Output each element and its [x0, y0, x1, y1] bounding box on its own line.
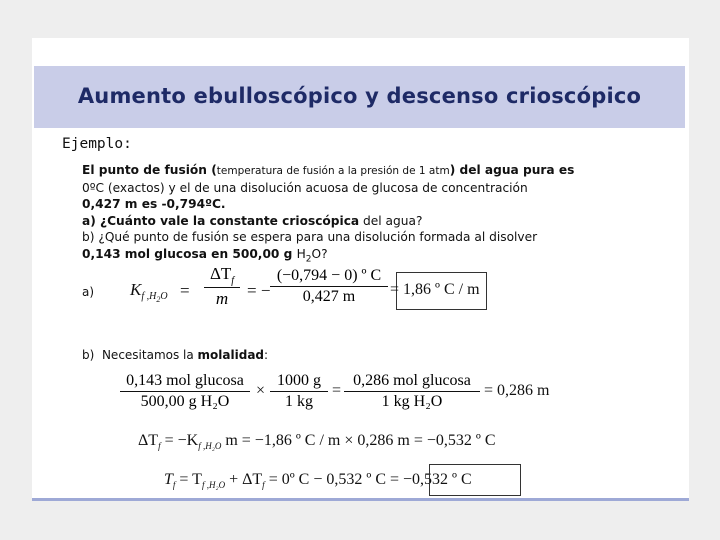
fraction-molality: 0,286 mol glucosa 1 kg H₂O	[344, 372, 480, 411]
kf-symbol: $K_{f ,H_2O}$	[130, 280, 168, 305]
result-box-b	[429, 464, 521, 496]
problem-line-3: 0,427 m es -0,794ºC.	[82, 197, 226, 211]
slide	[32, 38, 689, 501]
problem-line-2: 0ºC (exactos) y el de una disolución acuosa de glucosa de concentración	[82, 180, 528, 195]
part-b-intro: b) Necesitamos la molalidad:	[82, 348, 269, 362]
title-bar	[34, 66, 685, 128]
times-sign: ×	[256, 382, 266, 399]
molality-result: = 0,286 m	[484, 382, 550, 399]
problem-line-5: b) ¿Qué punto de fusión se espera para una disolución formada al disolver	[82, 230, 538, 244]
deltaT-calculation: $\Delta T_f = -K_{f ,H_2O}$ m = −1,86 º C / m × 0,286 m = −0,532 º C	[138, 432, 496, 452]
equals-minus: = −	[247, 281, 271, 300]
fraction-values: (−0,794 − 0) º C 0,427 m	[270, 267, 388, 306]
equals-sign-b: =	[332, 382, 342, 399]
slide-title: Aumento ebulloscópico y descenso crioscópico	[77, 84, 642, 108]
fraction-conversion: 1000 g 1 kg	[270, 372, 328, 411]
freezing-point-calculation: $T_f = T_{f ,H_2O} + \Delta T_f$ = 0º C − 0,532 º C = −0,532 º C	[164, 471, 472, 491]
kf-result: = 1,86 º C / m	[390, 281, 480, 298]
final-result: −0,532 º C	[403, 471, 472, 488]
part-a-label: a)	[82, 285, 95, 299]
example-label: Ejemplo:	[62, 136, 132, 152]
problem-statement: El punto de fusión (temperatura de fusión a la presión de 1 atm) del agua pura es 0ºC (exactos) y el de una disolución acuosa de glucosa de concentración 0,427 m es -0,794ºC. a) ¿Cuánto vale la constante crioscópica del agua? b) ¿Qué punto de fusión se espera para una disolución formada al disolver 0,143 mol glucosa en 500,00 g $H_2O$?	[82, 162, 642, 267]
equals-sign: =	[180, 281, 190, 300]
fraction-moles-over-mass: 0,143 mol glucosa 500,00 g H₂O	[120, 372, 250, 411]
fraction-deltaT-over-m: $\Delta T_f$ m	[204, 264, 240, 309]
